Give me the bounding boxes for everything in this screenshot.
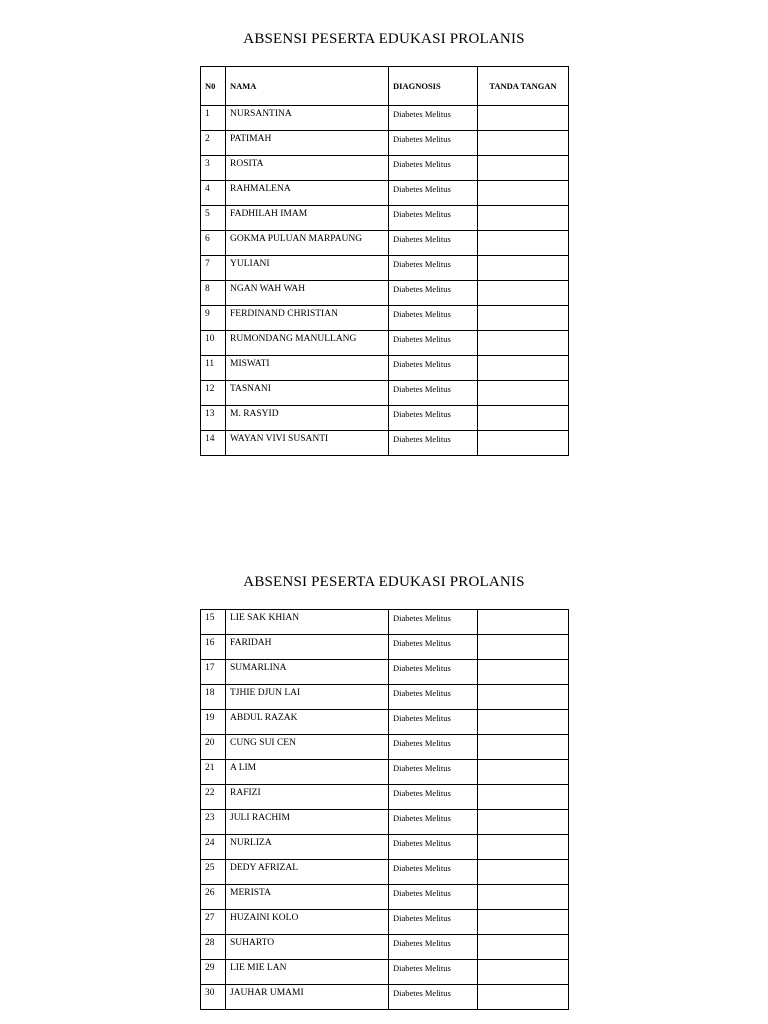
cell-diagnosis: Diabetes Melitus xyxy=(389,685,478,710)
cell-tanda-tangan[interactable] xyxy=(478,810,569,835)
cell-nama: NGAN WAH WAH xyxy=(226,281,389,306)
cell-nama: MISWATI xyxy=(226,356,389,381)
cell-nama: NURSANTINA xyxy=(226,106,389,131)
cell-no: 7 xyxy=(201,256,226,281)
cell-diagnosis: Diabetes Melitus xyxy=(389,735,478,760)
cell-tanda-tangan[interactable] xyxy=(478,885,569,910)
cell-nama: MERISTA xyxy=(226,885,389,910)
cell-no: 24 xyxy=(201,835,226,860)
cell-tanda-tangan[interactable] xyxy=(478,156,569,181)
cell-nama: JAUHAR UMAMI xyxy=(226,985,389,1010)
table-row xyxy=(201,960,569,985)
cell-tanda-tangan[interactable] xyxy=(478,306,569,331)
cell-nama: FADHILAH IMAM xyxy=(226,206,389,231)
table-row xyxy=(201,810,569,835)
cell-diagnosis: Diabetes Melitus xyxy=(389,381,478,406)
cell-diagnosis: Diabetes Melitus xyxy=(389,860,478,885)
cell-nama: M. RASYID xyxy=(226,406,389,431)
cell-no: 4 xyxy=(201,181,226,206)
cell-tanda-tangan[interactable] xyxy=(478,710,569,735)
cell-tanda-tangan[interactable] xyxy=(478,660,569,685)
cell-no: 30 xyxy=(201,985,226,1010)
cell-diagnosis: Diabetes Melitus xyxy=(389,910,478,935)
cell-no: 1 xyxy=(201,106,226,131)
cell-nama: SUHARTO xyxy=(226,935,389,960)
page-title: ABSENSI PESERTA EDUKASI PROLANIS xyxy=(243,574,525,590)
cell-diagnosis: Diabetes Melitus xyxy=(389,206,478,231)
cell-no: 27 xyxy=(201,910,226,935)
cell-diagnosis: Diabetes Melitus xyxy=(389,156,478,181)
cell-no: 11 xyxy=(201,356,226,381)
cell-diagnosis: Diabetes Melitus xyxy=(389,810,478,835)
cell-tanda-tangan[interactable] xyxy=(478,406,569,431)
cell-nama: DEDY AFRIZAL xyxy=(226,860,389,885)
cell-nama: NURLIZA xyxy=(226,835,389,860)
cell-tanda-tangan[interactable] xyxy=(478,106,569,131)
cell-nama: RAFIZI xyxy=(226,785,389,810)
cell-nama: LIE SAK KHIAN xyxy=(226,610,389,635)
cell-no: 14 xyxy=(201,431,226,456)
cell-diagnosis: Diabetes Melitus xyxy=(389,985,478,1010)
column-header-diagnosis: DIAGNOSIS xyxy=(389,67,478,106)
cell-diagnosis: Diabetes Melitus xyxy=(389,406,478,431)
table-row xyxy=(201,610,569,635)
cell-nama: PATIMAH xyxy=(226,131,389,156)
cell-no: 21 xyxy=(201,760,226,785)
table-row xyxy=(201,635,569,660)
table-row xyxy=(201,760,569,785)
cell-no: 18 xyxy=(201,685,226,710)
cell-tanda-tangan[interactable] xyxy=(478,960,569,985)
column-header-tanda-tangan: TANDA TANGAN xyxy=(478,67,569,106)
cell-diagnosis: Diabetes Melitus xyxy=(389,610,478,635)
cell-nama: GOKMA PULUAN MARPAUNG xyxy=(226,231,389,256)
cell-diagnosis: Diabetes Melitus xyxy=(389,306,478,331)
cell-tanda-tangan[interactable] xyxy=(478,131,569,156)
table-row xyxy=(201,860,569,885)
cell-no: 6 xyxy=(201,231,226,256)
table-row xyxy=(201,331,569,356)
cell-no: 29 xyxy=(201,960,226,985)
table-row xyxy=(201,381,569,406)
cell-diagnosis: Diabetes Melitus xyxy=(389,181,478,206)
cell-no: 13 xyxy=(201,406,226,431)
cell-diagnosis: Diabetes Melitus xyxy=(389,256,478,281)
cell-diagnosis: Diabetes Melitus xyxy=(389,935,478,960)
table-row xyxy=(201,660,569,685)
column-header-no: N0 xyxy=(201,67,226,106)
cell-nama: YULIANI xyxy=(226,256,389,281)
cell-no: 19 xyxy=(201,710,226,735)
cell-nama: WAYAN VIVI SUSANTI xyxy=(226,431,389,456)
table-row xyxy=(201,710,569,735)
cell-tanda-tangan[interactable] xyxy=(478,835,569,860)
table-row xyxy=(201,206,569,231)
table-row xyxy=(201,356,569,381)
cell-tanda-tangan[interactable] xyxy=(478,635,569,660)
table-row xyxy=(201,181,569,206)
cell-no: 25 xyxy=(201,860,226,885)
cell-diagnosis: Diabetes Melitus xyxy=(389,131,478,156)
cell-no: 10 xyxy=(201,331,226,356)
table-row xyxy=(201,910,569,935)
cell-no: 8 xyxy=(201,281,226,306)
cell-nama: RUMONDANG MANULLANG xyxy=(226,331,389,356)
cell-nama: TJHIE DJUN LAI xyxy=(226,685,389,710)
cell-diagnosis: Diabetes Melitus xyxy=(389,281,478,306)
cell-diagnosis: Diabetes Melitus xyxy=(389,760,478,785)
table-row xyxy=(201,935,569,960)
table-row xyxy=(201,835,569,860)
attendance-table xyxy=(200,609,569,1010)
table-row xyxy=(201,281,569,306)
table-row xyxy=(201,885,569,910)
cell-diagnosis: Diabetes Melitus xyxy=(389,356,478,381)
cell-no: 28 xyxy=(201,935,226,960)
cell-diagnosis: Diabetes Melitus xyxy=(389,106,478,131)
cell-nama: FARIDAH xyxy=(226,635,389,660)
table-row xyxy=(201,406,569,431)
cell-no: 12 xyxy=(201,381,226,406)
cell-tanda-tangan[interactable] xyxy=(478,760,569,785)
cell-tanda-tangan[interactable] xyxy=(478,181,569,206)
cell-nama: SUMARLINA xyxy=(226,660,389,685)
cell-no: 22 xyxy=(201,785,226,810)
cell-tanda-tangan[interactable] xyxy=(478,910,569,935)
table-row xyxy=(201,156,569,181)
cell-diagnosis: Diabetes Melitus xyxy=(389,660,478,685)
table-row xyxy=(201,306,569,331)
table-row xyxy=(201,106,569,131)
cell-nama: JULI RACHIM xyxy=(226,810,389,835)
cell-diagnosis: Diabetes Melitus xyxy=(389,231,478,256)
cell-nama: LIE MIE LAN xyxy=(226,960,389,985)
cell-tanda-tangan[interactable] xyxy=(478,735,569,760)
cell-tanda-tangan[interactable] xyxy=(478,356,569,381)
cell-diagnosis: Diabetes Melitus xyxy=(389,785,478,810)
cell-no: 20 xyxy=(201,735,226,760)
table-row xyxy=(201,131,569,156)
cell-tanda-tangan[interactable] xyxy=(478,381,569,406)
cell-diagnosis: Diabetes Melitus xyxy=(389,431,478,456)
table-row xyxy=(201,785,569,810)
cell-diagnosis: Diabetes Melitus xyxy=(389,960,478,985)
table-row xyxy=(201,256,569,281)
cell-nama: RAHMALENA xyxy=(226,181,389,206)
cell-tanda-tangan[interactable] xyxy=(478,860,569,885)
cell-tanda-tangan[interactable] xyxy=(478,985,569,1010)
cell-tanda-tangan[interactable] xyxy=(478,431,569,456)
page-title: ABSENSI PESERTA EDUKASI PROLANIS xyxy=(243,31,525,47)
cell-nama: CUNG SUI CEN xyxy=(226,735,389,760)
cell-nama: ABDUL RAZAK xyxy=(226,710,389,735)
cell-tanda-tangan[interactable] xyxy=(478,935,569,960)
cell-tanda-tangan[interactable] xyxy=(478,331,569,356)
attendance-table xyxy=(200,66,569,456)
table-row xyxy=(201,685,569,710)
table-row xyxy=(201,735,569,760)
cell-no: 3 xyxy=(201,156,226,181)
table-header-row xyxy=(201,67,569,106)
cell-no: 9 xyxy=(201,306,226,331)
cell-tanda-tangan[interactable] xyxy=(478,206,569,231)
cell-no: 26 xyxy=(201,885,226,910)
cell-tanda-tangan[interactable] xyxy=(478,231,569,256)
cell-tanda-tangan[interactable] xyxy=(478,256,569,281)
cell-diagnosis: Diabetes Melitus xyxy=(389,710,478,735)
cell-nama: TASNANI xyxy=(226,381,389,406)
cell-tanda-tangan[interactable] xyxy=(478,281,569,306)
table-row xyxy=(201,431,569,456)
column-header-nama: NAMA xyxy=(226,67,389,106)
cell-diagnosis: Diabetes Melitus xyxy=(389,331,478,356)
cell-nama: ROSITA xyxy=(226,156,389,181)
cell-no: 17 xyxy=(201,660,226,685)
table-row xyxy=(201,985,569,1010)
cell-tanda-tangan[interactable] xyxy=(478,685,569,710)
cell-nama: A LIM xyxy=(226,760,389,785)
cell-diagnosis: Diabetes Melitus xyxy=(389,835,478,860)
cell-nama: HUZAINI KOLO xyxy=(226,910,389,935)
cell-no: 2 xyxy=(201,131,226,156)
cell-diagnosis: Diabetes Melitus xyxy=(389,635,478,660)
cell-tanda-tangan[interactable] xyxy=(478,610,569,635)
cell-no: 5 xyxy=(201,206,226,231)
cell-no: 23 xyxy=(201,810,226,835)
cell-no: 16 xyxy=(201,635,226,660)
table-row xyxy=(201,231,569,256)
cell-no: 15 xyxy=(201,610,226,635)
cell-nama: FERDINAND CHRISTIAN xyxy=(226,306,389,331)
cell-diagnosis: Diabetes Melitus xyxy=(389,885,478,910)
cell-tanda-tangan[interactable] xyxy=(478,785,569,810)
